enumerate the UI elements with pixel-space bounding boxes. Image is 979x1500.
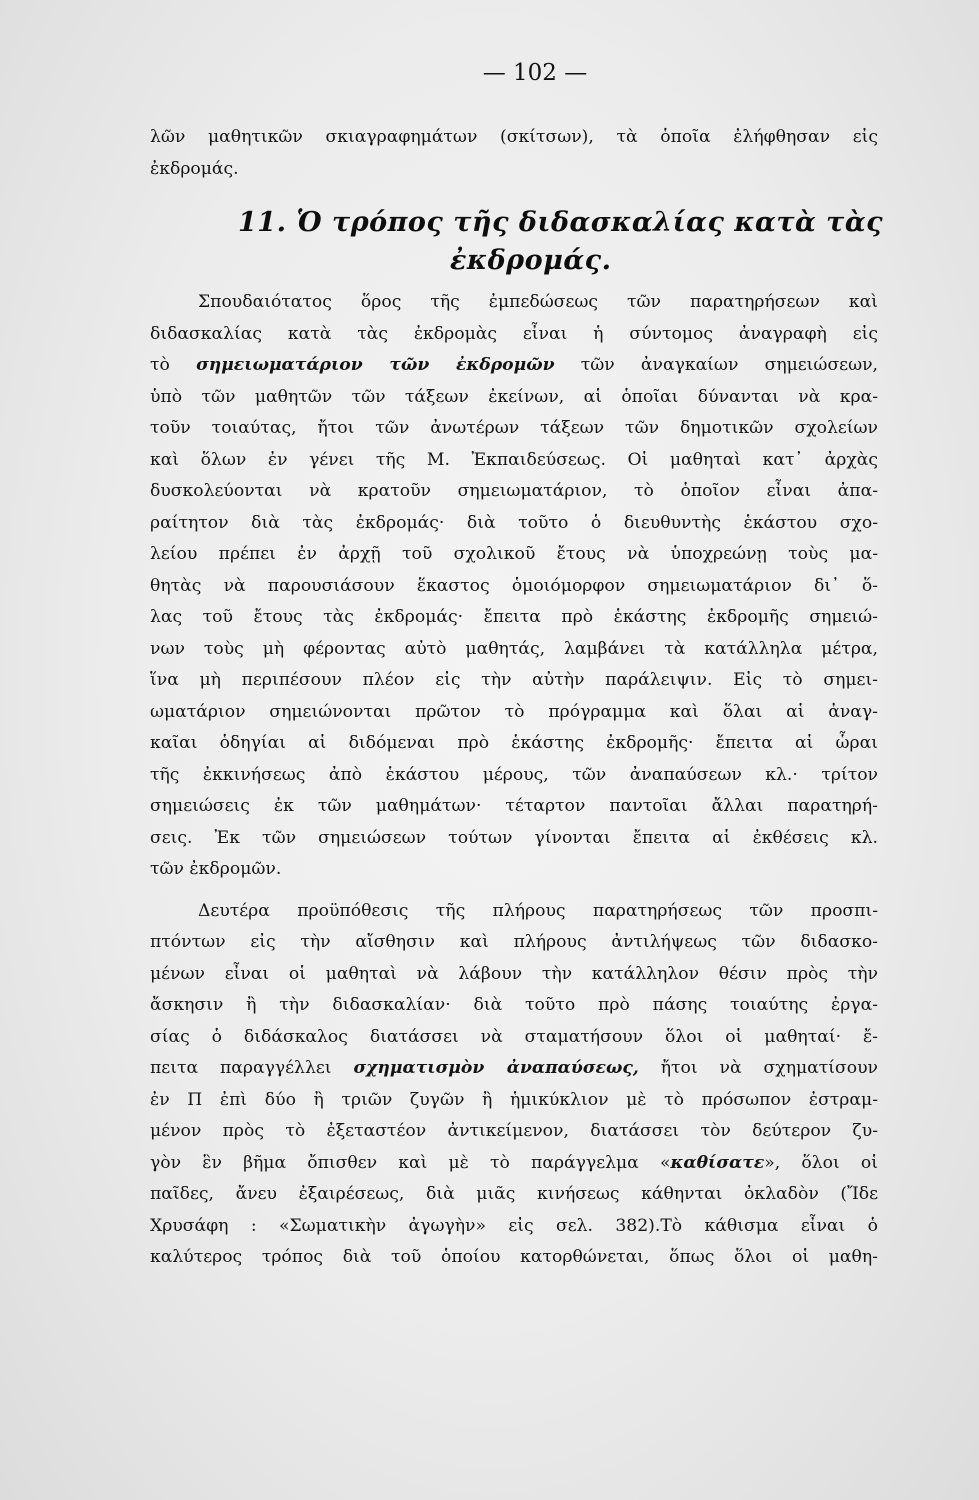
paragraph-1-line: ωματάριον σημειώνονται πρῶτον τὸ πρόγραμμα καὶ ὅλαι αἱ ἀναγ- xyxy=(150,701,878,722)
text-line: ἐκδρομάς. xyxy=(150,158,239,179)
text-fragment: τῶν ἀναγκαίων σημειώσεων, xyxy=(580,355,878,375)
intro-text xyxy=(150,122,878,185)
paragraph-1-line: τῆς ἐκκινήσεως ἀπὸ ἑκάστου μέρους, τῶν ἀναπαύσεων κλ.· τρίτον xyxy=(150,764,878,785)
paragraph-1-line: σεις. Ἐκ τῶν σημειώσεων τούτων γίνονται ἔπειτα αἱ ἐκθέσεις κλ. xyxy=(150,827,878,848)
body-text xyxy=(150,287,878,1274)
section-heading-line-1 xyxy=(238,207,883,238)
text-fragment: γὸν ἓν βῆμα ὄπισθεν καὶ μὲ τὸ παράγγελμα « xyxy=(150,1152,671,1173)
text-fragment: ἤτοι νὰ σχηματίσουν xyxy=(660,1058,878,1078)
paragraph-1-line: λείου πρέπει ἐν ἀρχῇ τοῦ σχολικοῦ ἔτους νὰ ὑποχρεώνῃ τοὺς μα- xyxy=(150,544,878,564)
paragraph-2-line xyxy=(150,1148,878,1180)
paragraph-2-line: ἐν Π ἐπὶ δύο ἢ τριῶν ζυγῶν ἢ ἡμικύκλιον μὲ τὸ πρόσωπον ἐστραμ- xyxy=(150,1089,878,1110)
paragraph-2-line: μένον πρὸς τὸ ἐξεταστέον ἀντικείμενον, διατάσσει τὸν δεύτερον ζυ- xyxy=(150,1121,878,1141)
paragraph-2-line: μένων εἶναι οἱ μαθηταὶ νὰ λάβουν τὴν κατάλληλον θέσιν πρὸς τὴν xyxy=(150,963,878,984)
paragraph-1-line: καῖαι ὁδηγίαι αἱ διδόμεναι πρὸ ἑκάστης ἐκδρομῆς· ἔπειτα αἱ ὧραι xyxy=(150,733,878,753)
text-fragment: », ὅλοι οἱ xyxy=(764,1152,878,1173)
paragraph-1-line: διδασκαλίας κατὰ τὰς ἐκδρομὰς εἶναι ἡ σύντομος ἀναγραφὴ εἰς xyxy=(150,323,878,344)
paragraph-1-line: ἵνα μὴ περιπέσουν πλέον εἰς τὴν αὐτὴν παράλειψιν. Εἰς τὸ σημει- xyxy=(150,670,878,690)
emphasis-notebook-of-excursions: σημειωματάριον τῶν ἐκδρομῶν xyxy=(196,355,555,375)
paragraph-2-line: Χρυσάφη : «Σωματικὴν ἀγωγὴν» εἰς σελ. 382).Τὸ κάθισμα εἶναι ὁ xyxy=(150,1215,878,1236)
paragraph-2-line: καλύτερος τρόπος διὰ τοῦ ὁποίου κατορθώνεται, ὅπως ὅλοι οἱ μαθη- xyxy=(150,1247,878,1267)
paragraph-1-line: ραίτητον διὰ τὰς ἐκδρομάς· διὰ τοῦτο ὁ διευθυντὴς ἑκάστου σχο- xyxy=(150,512,878,533)
section-heading-line-2: ἐκδρομάς. xyxy=(450,245,612,276)
paragraph-1-line: ὑπὸ τῶν μαθητῶν τῶν τάξεων ἐκείνων, αἱ ὁποῖαι δύνανται νὰ κρα- xyxy=(150,386,878,407)
paragraph-1-line xyxy=(150,350,878,382)
paragraph-2-line xyxy=(150,1053,878,1085)
paragraph-gap xyxy=(150,886,878,896)
paragraph-2-line: σίας ὁ διδάσκαλος διατάσσει νὰ σταματήσουν ὅλοι οἱ μαθηταί· ἔ- xyxy=(150,1026,878,1047)
text-fragment: πειτα παραγγέλλει xyxy=(150,1058,332,1078)
paragraph-2-line: παῖδες, ἄνευ ἐξαιρέσεως, διὰ μιᾶς κινήσεως κάθηνται ὀκλαδὸν (Ἴδε xyxy=(150,1184,878,1204)
paragraph-2-line: ἄσκησιν ἢ τὴν διδασκαλίαν· διὰ τοῦτο πρὸ πάσης τοιαύτης ἐργα- xyxy=(150,995,878,1015)
emphasis-sit-command: καθίσατε xyxy=(670,1152,765,1173)
text-fragment: τὸ xyxy=(150,355,170,375)
emphasis-rest-formation: σχηματισμὸν ἀναπαύσεως, xyxy=(353,1058,639,1078)
paragraph-2-line: πτόντων εἰς τὴν αἴσθησιν καὶ πλήρους ἀντιλήψεως τῶν διδασκο- xyxy=(150,932,878,952)
paragraph-1-line: νων τοὺς μὴ φέροντας αὐτὸ μαθητάς, λαμβάνει τὰ κατάλληλα μέτρα, xyxy=(150,638,878,659)
paragraph-1-line: καὶ ὅλων ἐν γένει τῆς Μ. Ἐκπαιδεύσεως. Οἱ μαθηταὶ κατ᾽ ἀρχὰς xyxy=(150,449,878,470)
paragraph-1-line: σημειώσεις ἐκ τῶν μαθημάτων· τέταρτον παντοῖαι ἄλλαι παρατηρή- xyxy=(150,796,878,816)
section-number: 11. xyxy=(238,207,287,238)
paragraph-1-line: τοῦν τοιαύτας, ἤτοι τῶν ἀνωτέρων τάξεων τῶν δημοτικῶν σχολείων xyxy=(150,418,878,438)
paragraph-1-line: λας τοῦ ἔτους τὰς ἐκδρομάς· ἔπειτα πρὸ ἑκάστης ἐκδρομῆς σημειώ- xyxy=(150,607,878,627)
section-title: Ὁ τρόπος τῆς διδασκαλίας κατὰ τὰς xyxy=(296,207,884,238)
text-line: λῶν μαθητικῶν σκιαγραφημάτων (σκίτσων), τὰ ὁποῖα ἐλήφθησαν εἰς xyxy=(150,127,878,147)
paragraph-1-line: δυσκολεύονται νὰ κρατοῦν σημειωματάριον, τὸ ὁποῖον εἶναι ἀπα- xyxy=(150,481,878,501)
paragraph-1-line: τῶν ἐκδρομῶν. xyxy=(150,859,282,879)
paragraph-1-line: Σπουδαιότατος ὅρος τῆς ἐμπεδώσεως τῶν παρατηρήσεων καὶ xyxy=(198,292,878,312)
paragraph-1-line: θητὰς νὰ παρουσιάσουν ἕκαστος ὁμοιόμορφον σημειωματάριον δι᾽ ὅ- xyxy=(150,575,878,596)
paragraph-2-line: Δευτέρα προϋπόθεσις τῆς πλήρους παρατηρήσεως τῶν προσπι- xyxy=(198,900,878,921)
page-number: — 102 — xyxy=(482,60,588,86)
